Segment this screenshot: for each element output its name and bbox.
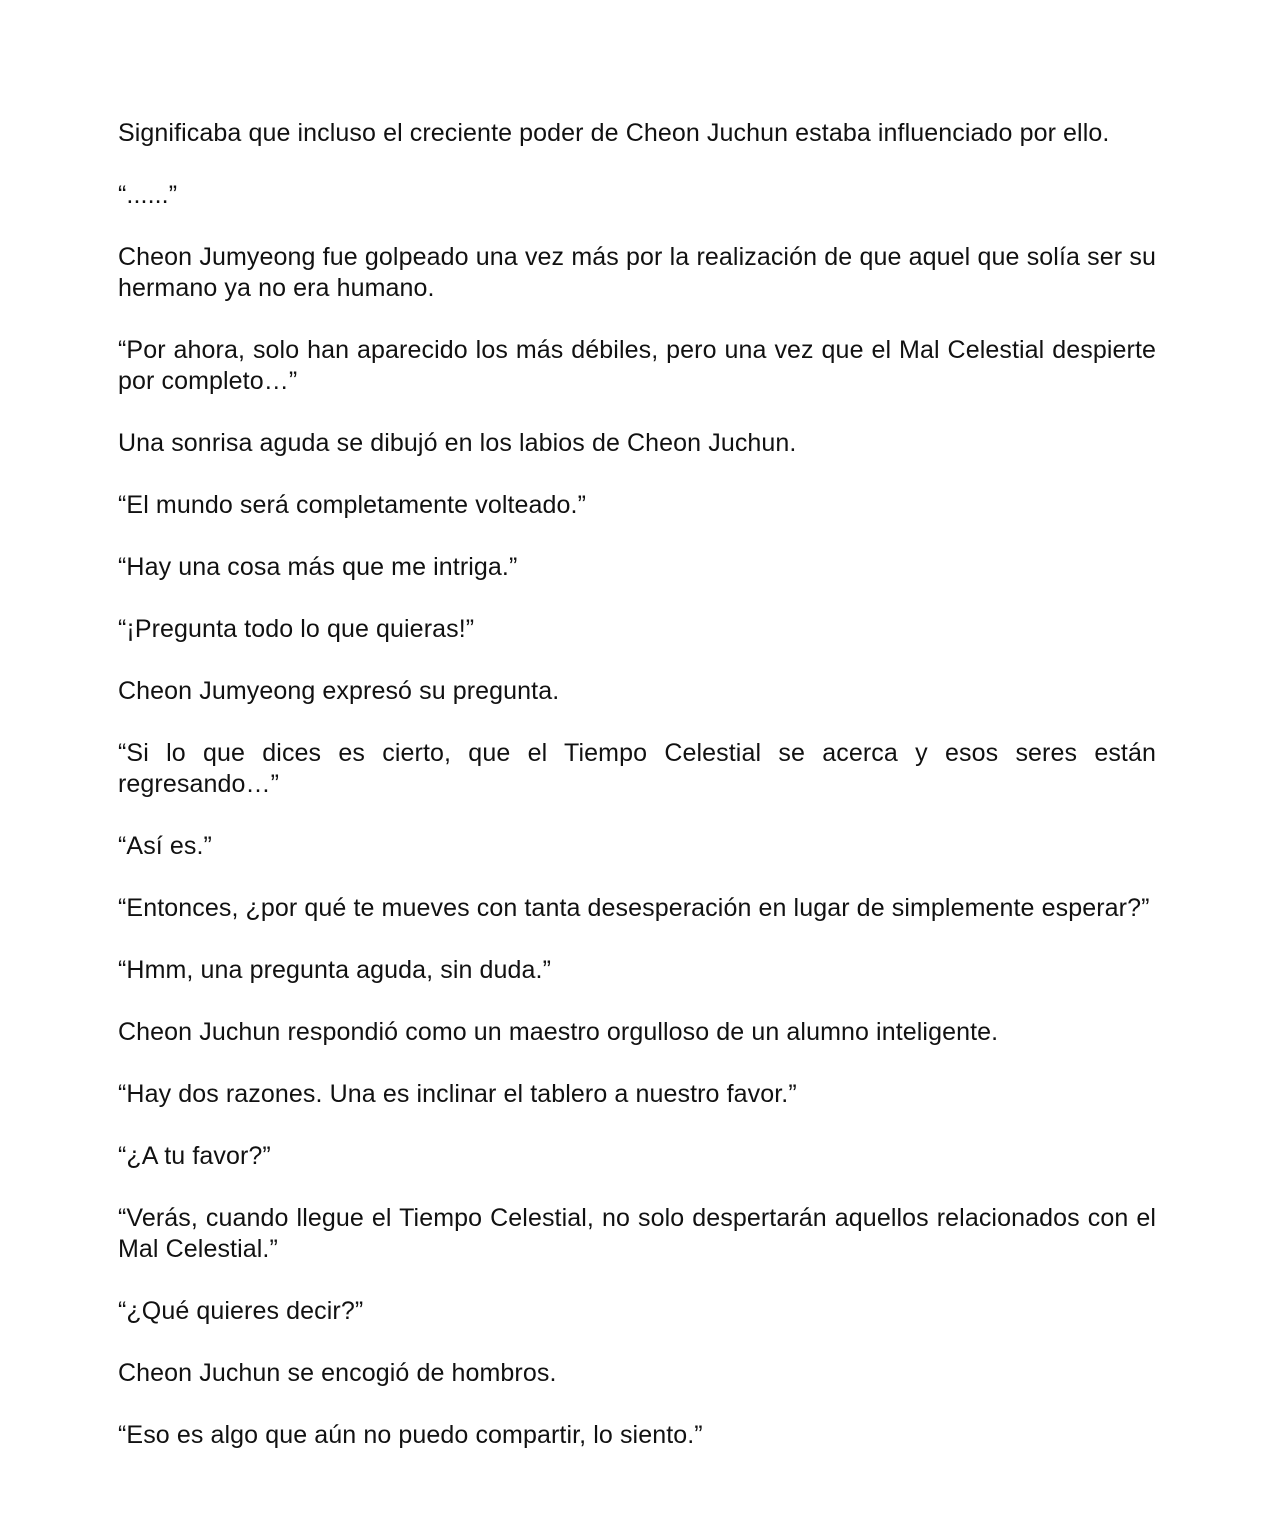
paragraph: Una sonrisa aguda se dibujó en los labios de Cheon Juchun. [118, 429, 797, 457]
paragraph: “Eso es algo que aún no puedo compartir, lo siento.” [118, 1421, 703, 1449]
paragraph: “¿Qué quieres decir?” [118, 1297, 364, 1325]
paragraph: Cheon Jumyeong fue golpeado una vez más por la realización de que aquel que solía ser su hermano ya no era humano. [118, 243, 1156, 302]
paragraph: “Si lo que dices es cierto, que el Tiempo Celestial se acerca y esos seres están regresando…” [118, 739, 1156, 798]
paragraph: “Así es.” [118, 832, 212, 860]
paragraph: “Hay dos razones. Una es inclinar el tablero a nuestro favor.” [118, 1080, 797, 1108]
paragraph: “Por ahora, solo han aparecido los más débiles, pero una vez que el Mal Celestial despierte por completo…” [118, 336, 1156, 395]
paragraph: Cheon Juchun se encogió de hombros. [118, 1359, 557, 1387]
paragraph: “......” [118, 181, 178, 209]
paragraph: “Hay una cosa más que me intriga.” [118, 553, 518, 581]
paragraph: “¡Pregunta todo lo que quieras!” [118, 615, 475, 643]
paragraph: Cheon Jumyeong expresó su pregunta. [118, 677, 560, 705]
paragraph: “El mundo será completamente volteado.” [118, 491, 587, 519]
paragraph: “Hmm, una pregunta aguda, sin duda.” [118, 956, 552, 984]
paragraph: Significaba que incluso el creciente poder de Cheon Juchun estaba influenciado por ello. [118, 119, 1110, 147]
document-body [118, 118, 1156, 1451]
paragraph: “Verás, cuando llegue el Tiempo Celestial, no solo despertarán aquellos relacionados con el Mal Celestial.” [118, 1204, 1156, 1263]
paragraph: Cheon Juchun respondió como un maestro orgulloso de un alumno inteligente. [118, 1018, 999, 1046]
paragraph: “¿A tu favor?” [118, 1142, 271, 1170]
paragraph: “Entonces, ¿por qué te mueves con tanta desesperación en lugar de simplemente esperar?” [118, 894, 1150, 922]
